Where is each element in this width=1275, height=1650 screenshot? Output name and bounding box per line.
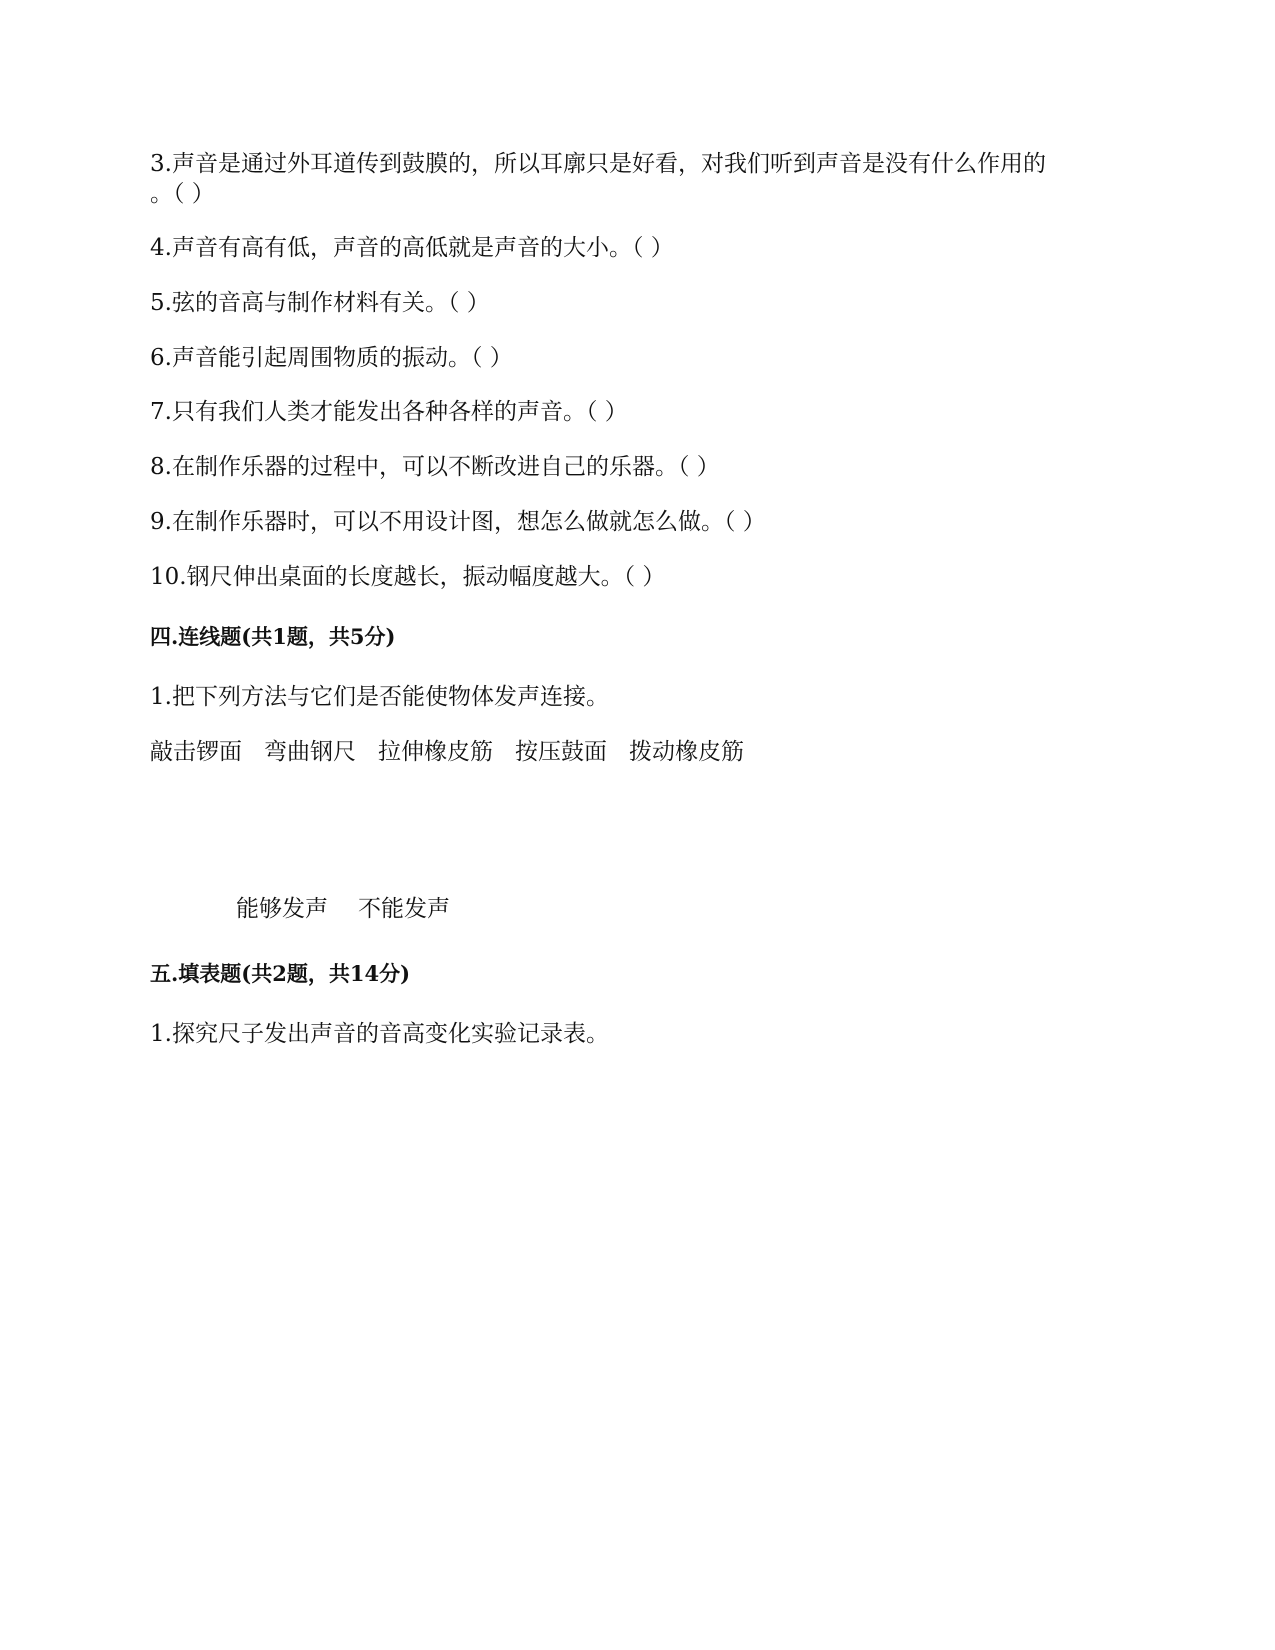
- question-3-line-1: 3.声音是通过外耳道传到鼓膜的，所以耳廓只是好看，对我们听到声音是没有什么作用的: [150, 151, 1046, 177]
- section-4-question-1: 1.把下列方法与它们是否能使物体发声连接。: [150, 684, 609, 710]
- method-strike-gong: 敲击锣面: [150, 739, 242, 765]
- method-bend-ruler: 弯曲钢尺: [264, 739, 356, 765]
- section-5-question-1: 1.探究尺子发出声音的音高变化实验记录表。: [150, 1021, 609, 1047]
- question-3-line-2: 。（ ）: [150, 181, 215, 207]
- section-5-heading: 五.填表题(共2题，共14分): [150, 961, 411, 986]
- match-targets: [236, 893, 480, 925]
- question-4: 4.声音有高有低，声音的高低就是声音的大小。（ ）: [150, 235, 674, 261]
- question-7: 7.只有我们人类才能发出各种各样的声音。（ ）: [150, 399, 628, 425]
- question-5: 5.弦的音高与制作材料有关。（ ）: [150, 290, 490, 316]
- section-4-heading: 四.连线题(共1题，共5分): [150, 624, 396, 649]
- method-options: [150, 736, 766, 768]
- question-10: 10.钢尺伸出桌面的长度越长，振动幅度越大。（ ）: [150, 564, 666, 590]
- method-stretch-rubber-band: 拉伸橡皮筋: [378, 739, 493, 765]
- question-8: 8.在制作乐器的过程中，可以不断改进自己的乐器。（ ）: [150, 454, 720, 480]
- method-pluck-rubber-band: 拨动橡皮筋: [629, 739, 744, 765]
- question-9: 9.在制作乐器时，可以不用设计图，想怎么做就怎么做。（ ）: [150, 509, 766, 535]
- question-6: 6.声音能引起周围物质的振动。（ ）: [150, 345, 513, 371]
- method-press-drum: 按压鼓面: [515, 739, 607, 765]
- target-cannot-sound: 不能发声: [358, 896, 450, 922]
- target-can-sound: 能够发声: [236, 896, 328, 922]
